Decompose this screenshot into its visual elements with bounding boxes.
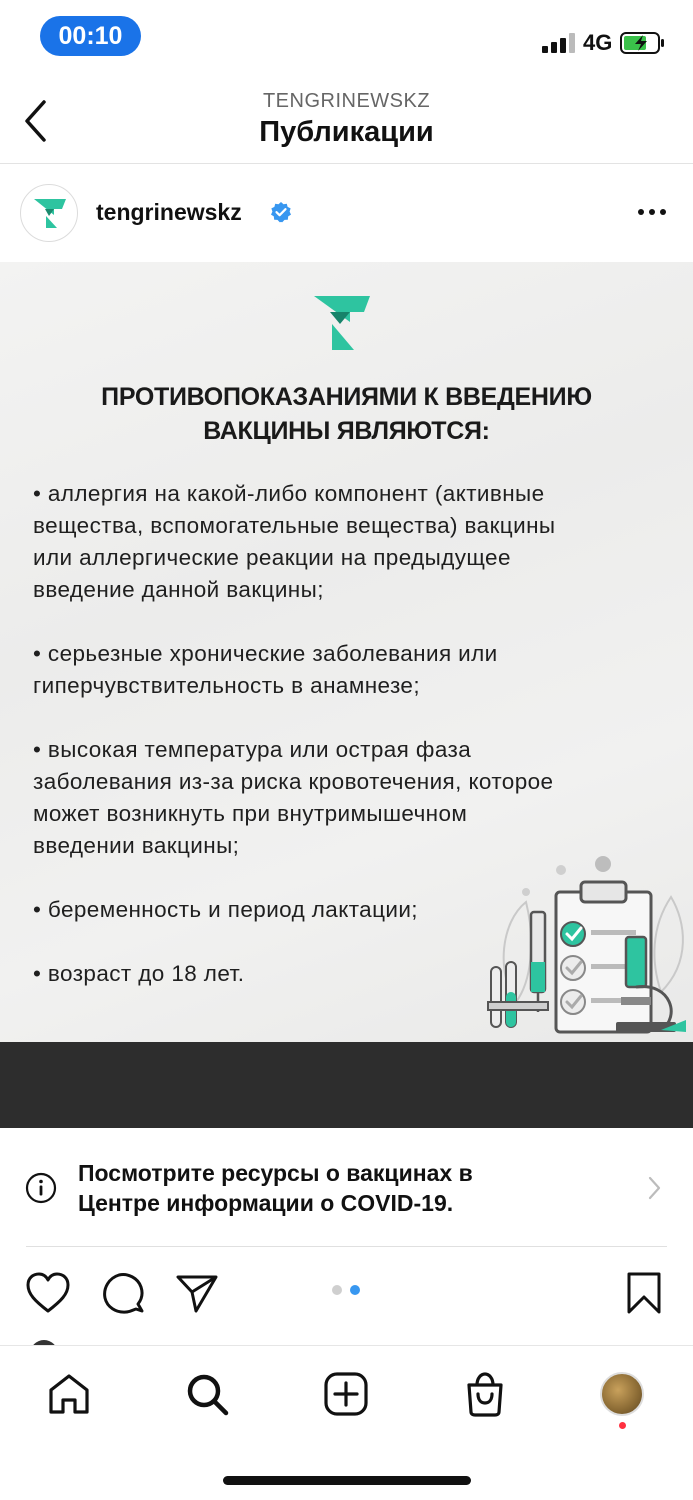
profile-avatar[interactable]	[600, 1372, 644, 1416]
list-item-line: гиперчувствительность в анамнезе;	[33, 673, 420, 698]
list-item-line: • аллергия на какой-либо компонент (активные	[33, 481, 545, 506]
network-type: 4G	[583, 30, 613, 55]
search-icon[interactable]	[183, 1370, 231, 1418]
list-item-line: • серьезные хронические заболевания или	[33, 641, 498, 666]
home-indicator[interactable]	[223, 1476, 471, 1485]
verified-badge-icon	[270, 201, 292, 223]
signal-icon	[542, 33, 576, 53]
shop-icon[interactable]	[461, 1370, 509, 1418]
post-image-bottom-band	[0, 1042, 693, 1128]
post-heading	[0, 380, 693, 448]
info-icon	[25, 1172, 57, 1204]
more-options-icon[interactable]	[632, 200, 672, 224]
bookmark-icon[interactable]	[622, 1271, 668, 1315]
status-time[interactable]: 00:10	[40, 16, 141, 56]
comment-icon[interactable]	[100, 1271, 146, 1315]
post-header	[0, 164, 693, 262]
nav-header	[0, 80, 693, 164]
covid-info-banner[interactable]	[0, 1128, 693, 1246]
tab-bar	[0, 1345, 693, 1500]
home-icon[interactable]	[45, 1370, 93, 1418]
status-bar	[0, 0, 693, 80]
list-item	[33, 478, 673, 606]
list-item-line: • высокая температура или острая фаза	[33, 737, 472, 762]
nav-subtitle: TENGRINEWSKZ	[262, 90, 431, 112]
page-title: Публикации	[259, 116, 434, 148]
username[interactable]: tengrinewskz	[96, 199, 242, 225]
list-item-line: заболевания из-за риска кровотечения, которое	[33, 769, 554, 794]
carousel-dot	[332, 1285, 342, 1295]
list-item	[33, 638, 673, 702]
lab-illustration-icon	[486, 852, 693, 1042]
list-item-line: введение данной вакцины;	[33, 577, 324, 602]
post-image[interactable]	[0, 262, 693, 1042]
carousel-indicator	[332, 1285, 362, 1297]
list-item-line: или аллергические реакции на предыдущее	[33, 545, 511, 570]
covid-info-text	[78, 1158, 598, 1218]
carousel-dot-active	[350, 1285, 360, 1295]
account-avatar[interactable]	[20, 184, 78, 242]
notification-dot	[619, 1422, 626, 1429]
list-item-line: может возникнуть при внутримышечном	[33, 801, 468, 826]
post-heading-line: ВАКЦИНЫ ЯВЛЯЮТСЯ:	[203, 417, 490, 445]
list-item-line: • беременность и период лактации;	[33, 897, 418, 922]
list-item-line: введении вакцины;	[33, 833, 240, 858]
chevron-right-icon	[644, 1174, 664, 1202]
covid-info-line: Центре информации о COVID-19.	[78, 1190, 454, 1216]
post-heading-line: ПРОТИВОПОКАЗАНИЯМИ К ВВЕДЕНИЮ	[101, 383, 592, 411]
share-icon[interactable]	[174, 1271, 220, 1315]
battery-charging-icon	[620, 32, 666, 54]
list-item-line: вещества, вспомогательные вещества) вакцины	[33, 513, 556, 538]
list-item-line: • возраст до 18 лет.	[33, 961, 245, 986]
heart-icon[interactable]	[25, 1271, 71, 1315]
post-actions	[0, 1247, 693, 1337]
list-item	[33, 734, 673, 862]
tengri-logo-icon	[21, 185, 78, 242]
add-post-icon[interactable]	[322, 1370, 370, 1418]
tengri-logo-icon	[312, 294, 372, 352]
covid-info-line: Посмотрите ресурсы о вакцинах в	[78, 1160, 473, 1186]
